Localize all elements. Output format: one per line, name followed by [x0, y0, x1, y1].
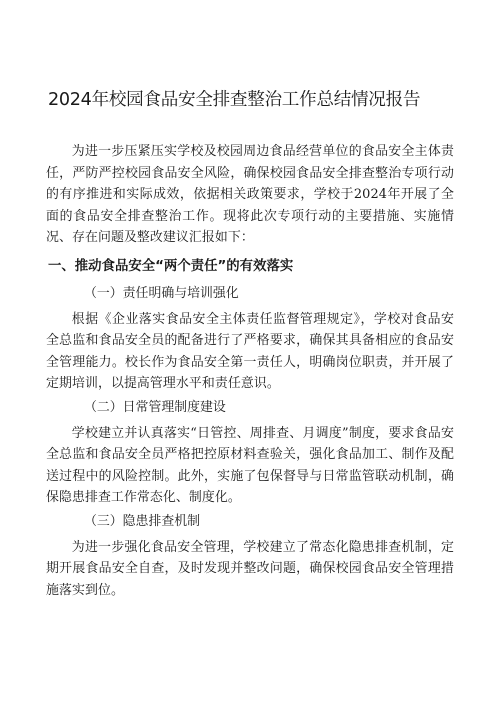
spacer: [46, 249, 454, 252]
subsection-3-paragraph: 为进一步强化食品安全管理，学校建立了常态化隐患排查机制，定期开展食品安全自查，及时发现并整改问题，确保校园食品安全管理措施落实到位。: [46, 539, 454, 598]
document-title: 2024年校园食品安全排查整治工作总结情况报告: [48, 90, 421, 110]
subsection-2-paragraph: 学校建立并认真落实“日管控、周排查、月调度”制度，要求食品安全总监和食品安全员严格把控原材料查验关，强化食品加工、制作及配送过程中的风险控制。此外，实施了包保督导与日常监管联动机制，确保隐患排查工作常态化、制度化。: [46, 425, 454, 506]
subsection-1-heading: （一）责任明确与培训强化: [84, 285, 239, 301]
section-1-heading: 一、推动食品安全“两个责任”的有效落实: [48, 258, 294, 274]
intro-paragraph: 为进一步压紧压实学校及校园周边食品经营单位的食品安全主体责任，严防严控校园食品安全风险，确保校园食品安全排查整治专项行动的有序推进和实际成效，依据相关政策要求，学校于2024年开展了全面的食品安全排查整治工作。现将此次专项行动的主要措施、实施情况、存在问题及整改建议汇报如下：: [46, 144, 454, 246]
subsection-3-heading: （三）隐患排查机制: [84, 513, 201, 529]
subsection-2-heading: （二）日常管理制度建设: [84, 399, 226, 415]
subsection-1-paragraph: 根据《企业落实食品安全主体责任监督管理规定》，学校对食品安全总监和食品安全员的配备进行了严格要求，确保其具备相应的食品安全管理能力。校长作为食品安全第一责任人，明确岗位职责，并开展了定期培训，以提高管理水平和责任意识。: [46, 311, 454, 392]
